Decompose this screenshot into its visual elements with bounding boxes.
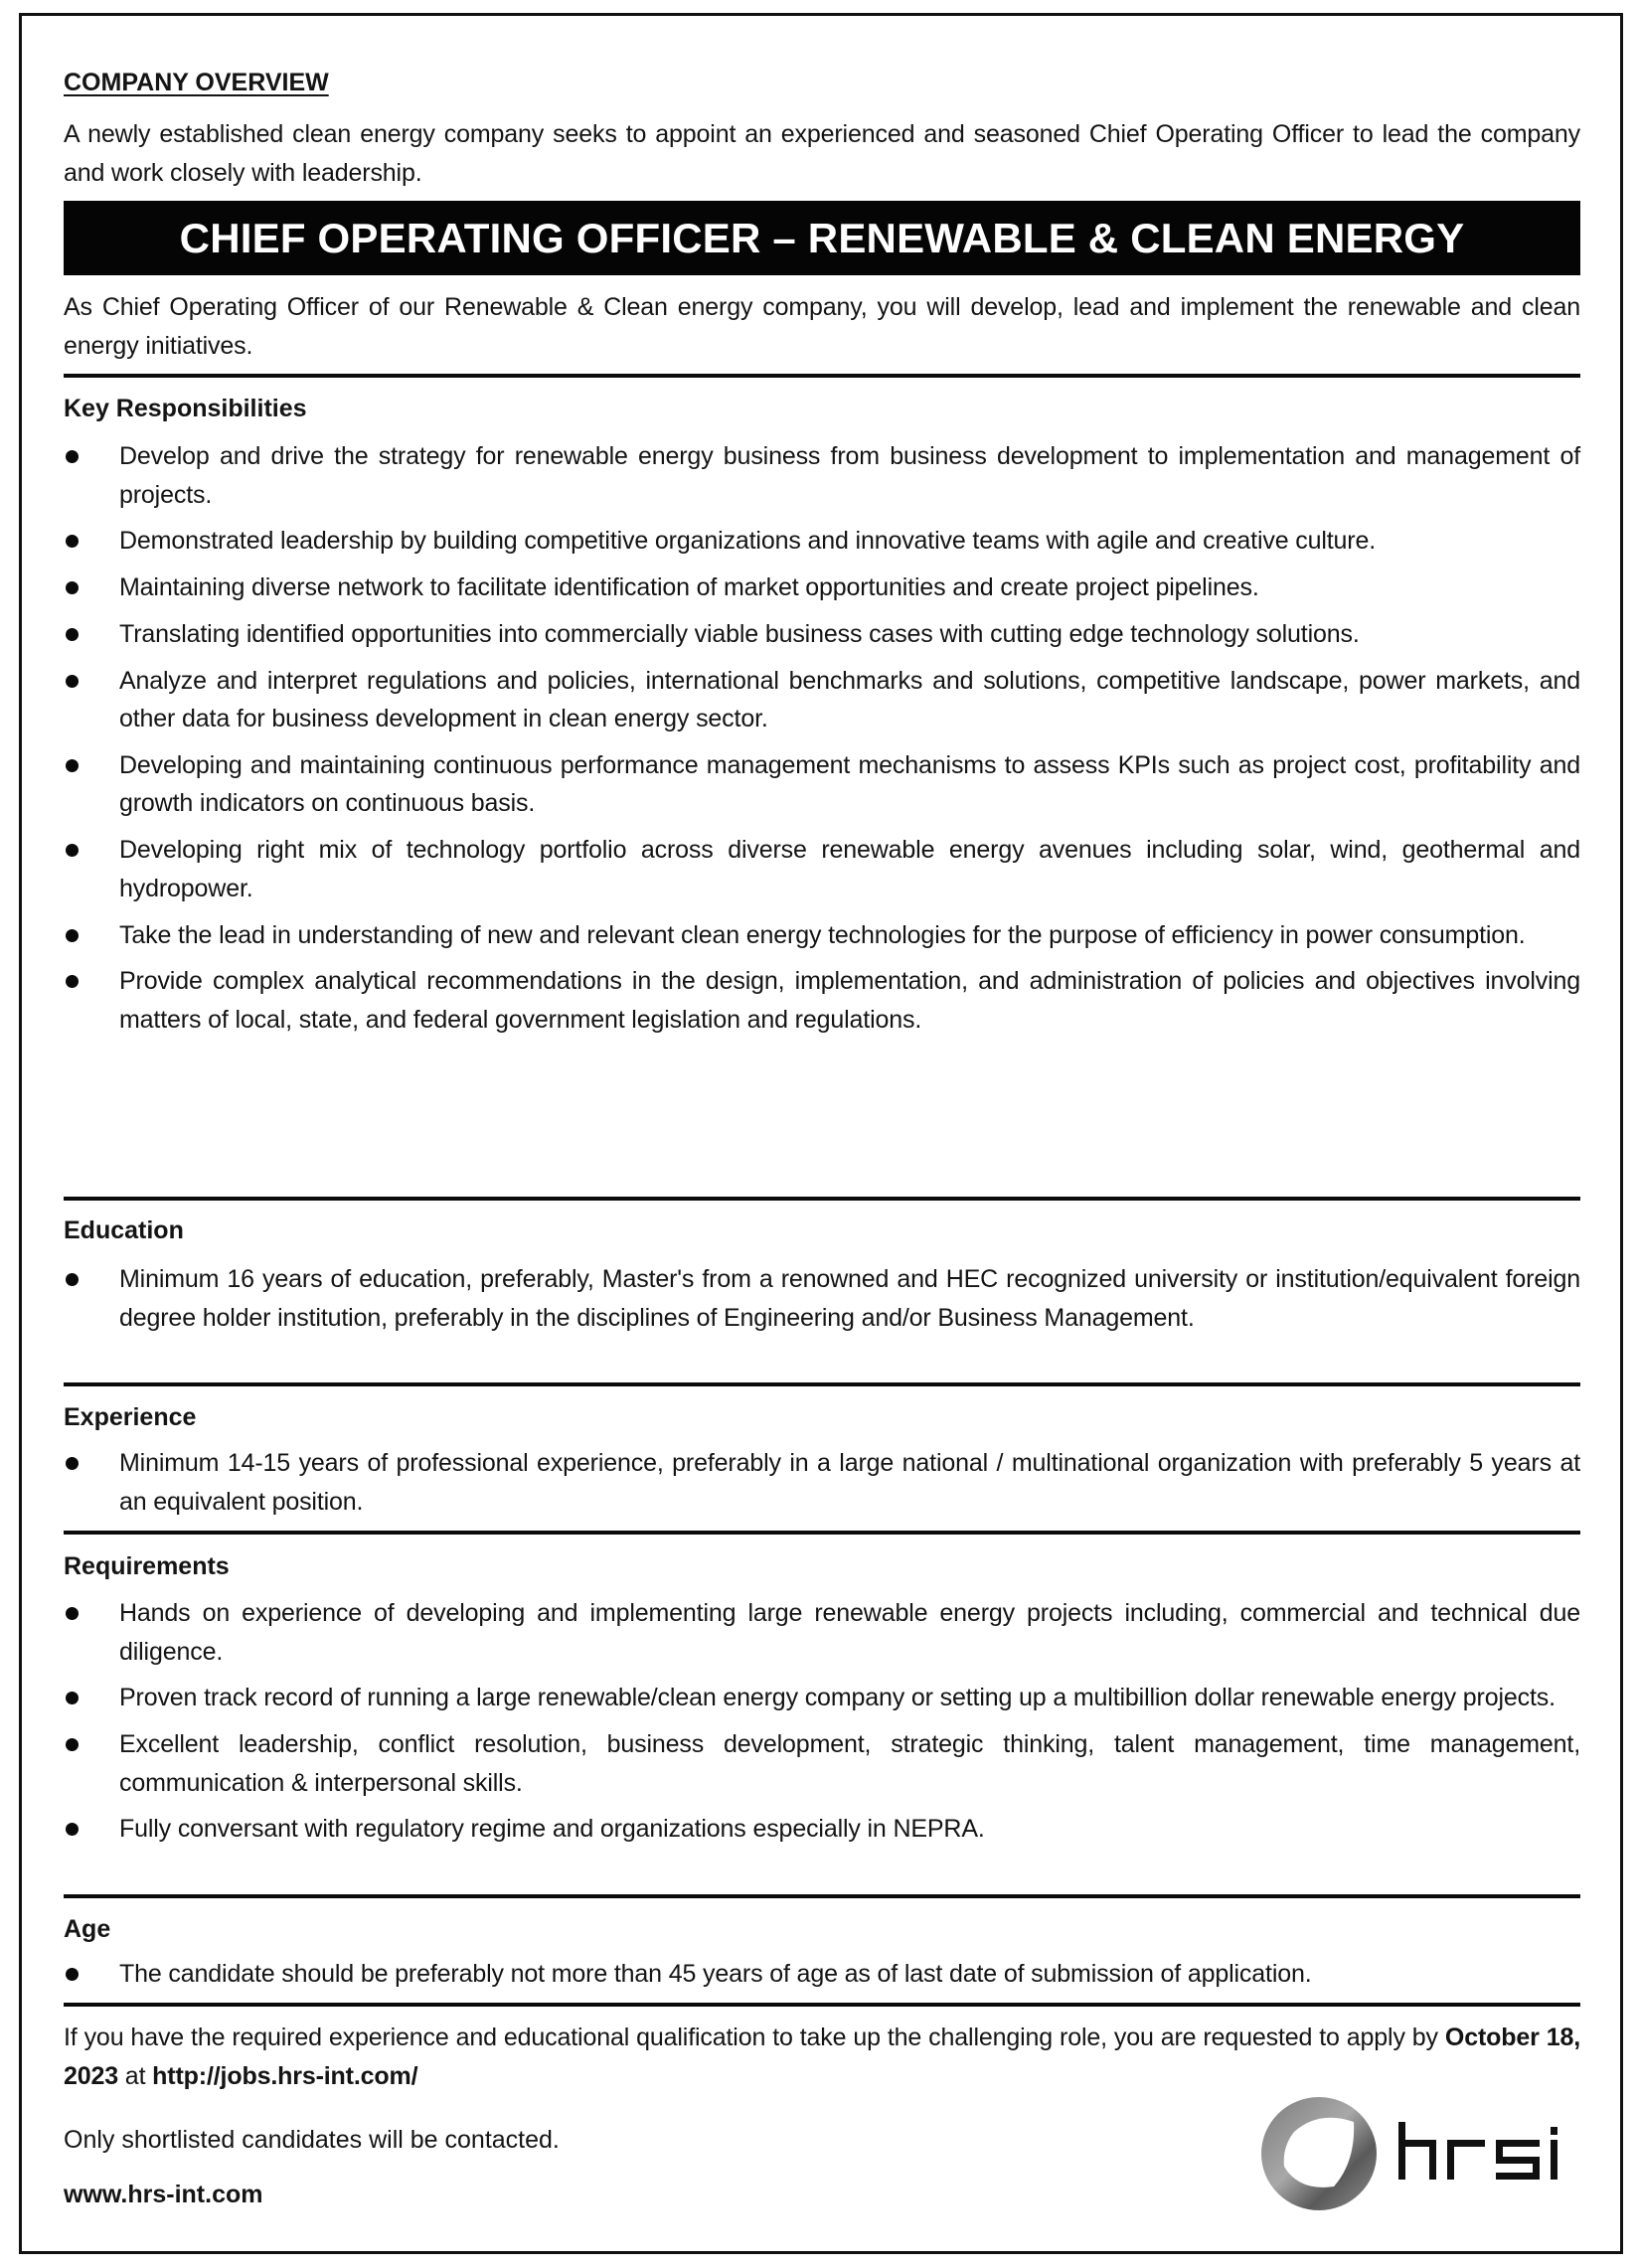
apply-link[interactable]: http://jobs.hrs-int.com/ xyxy=(152,2061,418,2090)
list-item-text: Analyze and interpret regulations and policies, international benchmarks and solutions, competitive landscape, power markets, and other data for business development in clean energy sector. xyxy=(119,666,1580,733)
education-list xyxy=(64,1260,1580,1337)
list-item xyxy=(64,1594,1580,1671)
bullet-icon xyxy=(66,929,79,942)
list-item xyxy=(64,1810,1580,1849)
list-item xyxy=(64,962,1580,1039)
list-item xyxy=(64,1260,1580,1337)
bullet-icon xyxy=(66,1607,79,1620)
application-instructions-text: If you have the required experience and educational qualification to take up the challenging role, you are requested to apply by xyxy=(64,2024,1445,2051)
bullet-icon xyxy=(66,844,79,857)
bullet-icon xyxy=(66,1273,79,1286)
list-item-text: Fully conversant with regulatory regime and organizations especially in NEPRA. xyxy=(119,1815,985,1844)
list-item-text: Developing and maintaining continuous performance management mechanisms to assess KPIs such as project cost, profitability and growth indicators on continuous basis. xyxy=(119,750,1580,818)
list-item-text: Minimum 16 years of education, preferably, Master's from a renowned and HEC recognized university or institution/equivalent foreign degree holder institution, preferably in the disciplines of Engineering and/or Business Management. xyxy=(119,1265,1580,1332)
list-item xyxy=(64,522,1580,561)
list-item xyxy=(64,746,1580,823)
list-item-text: Maintaining diverse network to facilitate identification of market opportunities and create project pipelines. xyxy=(119,573,1259,602)
requirements-list xyxy=(64,1594,1580,1849)
age-heading: Age xyxy=(64,1915,111,1943)
list-item xyxy=(64,1679,1580,1717)
shortlisted-note: Only shortlisted candidates will be contacted. xyxy=(64,2126,560,2154)
experience-section xyxy=(64,1444,1580,1529)
key-responsibilities-list xyxy=(64,437,1580,1039)
age-section xyxy=(64,1955,1580,2002)
application-instructions xyxy=(64,2019,1580,2095)
requirements-section xyxy=(64,1594,1580,1857)
list-item xyxy=(64,1444,1580,1521)
list-item-text: Translating identified opportunities into commercially viable business cases with cutting edge technology solutions. xyxy=(119,619,1360,648)
job-title-banner: CHIEF OPERATING OFFICER – RENEWABLE & CLEAN ENERGY xyxy=(64,201,1580,275)
list-item xyxy=(64,1955,1580,1994)
education-heading: Education xyxy=(64,1216,184,1244)
job-intro-text: As Chief Operating Officer of our Renewable & Clean energy company, you will develop, lead and implement the renewable and clean energy initiatives. xyxy=(64,293,1580,360)
bullet-icon xyxy=(66,1968,79,1981)
section-divider xyxy=(64,1382,1580,1386)
list-item-text: Provide complex analytical recommendations in the design, implementation, and administration of policies and objectives involving matters of local, state, and federal government legislation and regulations. xyxy=(119,967,1580,1034)
age-list xyxy=(64,1955,1580,1994)
bullet-icon xyxy=(66,1692,79,1704)
experience-list xyxy=(64,1444,1580,1521)
requirements-heading: Requirements xyxy=(64,1552,230,1580)
bullet-icon xyxy=(66,535,79,548)
list-item-text: Minimum 14-15 years of professional experience, preferably in a large national / multinational organization with preferably 5 years at an equivalent position. xyxy=(119,1449,1580,1516)
company-overview-heading-text: COMPANY OVERVIEW xyxy=(64,69,329,96)
list-item xyxy=(64,568,1580,607)
website-link[interactable]: www.hrs-int.com xyxy=(64,2181,263,2208)
application-deadline: October 18, 2023 xyxy=(64,2024,1581,2090)
list-item xyxy=(64,437,1580,514)
section-divider xyxy=(64,1894,1580,1898)
company-overview-text: A newly established clean energy company seeks to appoint an experienced and seasoned Chief Operating Officer to lead the company and work closely with leadership. xyxy=(64,120,1580,187)
bullet-icon xyxy=(66,975,79,988)
bullet-icon xyxy=(66,1823,79,1836)
section-divider xyxy=(64,374,1580,378)
bullet-icon xyxy=(66,450,79,463)
bullet-icon xyxy=(66,759,79,772)
list-item-text: Demonstrated leadership by building competitive organizations and innovative teams with agile and creative culture. xyxy=(119,527,1377,556)
bullet-icon xyxy=(66,675,79,688)
list-item xyxy=(64,1725,1580,1802)
list-item-text: Hands on experience of developing and implementing large renewable energy projects including, commercial and technical due diligence. xyxy=(119,1599,1580,1666)
key-responsibilities-heading: Key Responsibilities xyxy=(64,395,307,422)
application-connector-text: at xyxy=(118,2061,153,2090)
list-item xyxy=(64,916,1580,955)
hrsi-logo xyxy=(1254,2092,1592,2216)
bullet-icon xyxy=(66,1738,79,1751)
list-item xyxy=(64,615,1580,654)
ring-logo-icon xyxy=(1254,2092,1592,2216)
list-item xyxy=(64,831,1580,907)
bullet-icon xyxy=(66,628,79,641)
list-item-text: Develop and drive the strategy for renewable energy business from business development to implementation and management of projects. xyxy=(119,442,1580,509)
experience-heading: Experience xyxy=(64,1403,197,1431)
list-item-text: Developing right mix of technology portfolio across diverse renewable energy avenues including solar, wind, geothermal and hydropower. xyxy=(119,836,1580,902)
section-divider xyxy=(64,1531,1580,1535)
list-item-text: Take the lead in understanding of new and relevant clean energy technologies for the purpose of efficiency in power consumption. xyxy=(119,920,1526,949)
section-divider xyxy=(64,1197,1580,1201)
education-section xyxy=(64,1260,1580,1345)
bullet-icon xyxy=(66,1457,79,1470)
company-overview-heading xyxy=(64,64,1580,102)
bullet-icon xyxy=(66,581,79,594)
list-item-text: Proven track record of running a large renewable/clean energy company or setting up a multibillion dollar renewable energy projects. xyxy=(119,1684,1556,1712)
list-item xyxy=(64,662,1580,738)
key-responsibilities-section xyxy=(64,437,1580,1048)
list-item-text: Excellent leadership, conflict resolution, business development, strategic thinking, talent management, time management, communication & interpersonal skills. xyxy=(119,1730,1580,1797)
list-item-text: The candidate should be preferably not more than 45 years of age as of last date of submission of application. xyxy=(119,1960,1312,1988)
section-divider xyxy=(64,2003,1580,2007)
